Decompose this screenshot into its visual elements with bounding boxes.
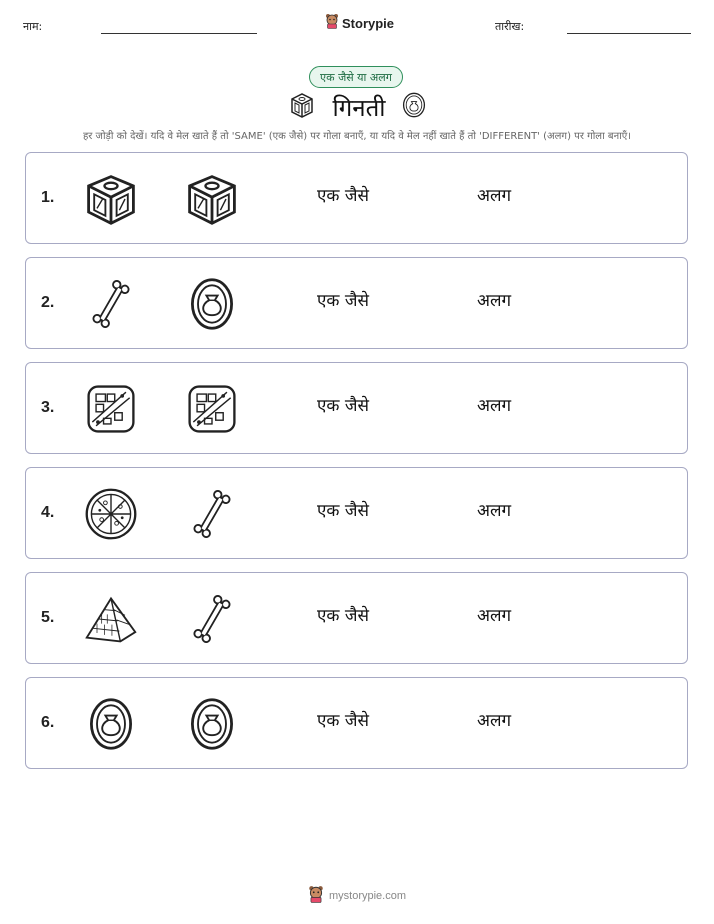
money-bag-icon (82, 696, 140, 752)
different-option[interactable]: अलग (477, 186, 512, 206)
storypie-logo-icon (325, 13, 339, 33)
different-option[interactable]: अलग (477, 606, 512, 626)
row-number: 2. (41, 294, 55, 311)
brand (325, 13, 394, 33)
block-icon (82, 171, 140, 227)
row-number: 6. (41, 714, 55, 731)
same-option[interactable]: एक जैसे (317, 396, 369, 416)
title-row (0, 90, 714, 124)
money-bag-icon (183, 696, 241, 752)
bone-icon (183, 591, 241, 647)
exercise-row (25, 257, 688, 349)
date-label: तारीख: (495, 20, 525, 33)
different-option[interactable]: अलग (477, 291, 512, 311)
exercise-row (25, 677, 688, 769)
exercise-row (25, 152, 688, 244)
different-option[interactable]: अलग (477, 501, 512, 521)
same-option[interactable]: एक जैसे (317, 711, 369, 731)
map-tile-icon (183, 381, 241, 437)
row-number: 5. (41, 609, 55, 626)
pizza-icon (82, 486, 140, 542)
money-bag-icon (183, 276, 241, 332)
exercise-row (25, 467, 688, 559)
row-number: 1. (41, 189, 55, 206)
page-title: गिनती (332, 93, 386, 122)
instructions: हर जोड़ी को देखें। यदि वे मेल खाते हैं तो 'SAME' (एक जैसे) पर गोला बनाएँ, या यदि वे मेल नहीं खाते हैं तो 'DIFFERENT' (अलग) पर गोला बनाएँ। (82, 131, 632, 142)
bone-icon (183, 486, 241, 542)
name-line[interactable] (101, 33, 257, 34)
storypie-logo-icon (308, 885, 324, 907)
footer-url[interactable]: mystorypie.com (328, 890, 407, 902)
date-line[interactable] (567, 33, 691, 34)
brand-name: Storypie (342, 15, 395, 31)
footer (0, 885, 714, 907)
block-icon (183, 171, 241, 227)
worksheet-tag: एक जैसे या अलग (309, 66, 403, 88)
exercise-row (25, 362, 688, 454)
different-option[interactable]: अलग (477, 396, 512, 416)
same-option[interactable]: एक जैसे (317, 291, 369, 311)
bone-icon (82, 276, 140, 332)
map-tile-icon (82, 381, 140, 437)
same-option[interactable]: एक जैसे (317, 186, 369, 206)
block-icon (287, 90, 317, 124)
different-option[interactable]: अलग (477, 711, 512, 731)
pyramid-icon (82, 591, 140, 647)
exercise-row (25, 572, 688, 664)
row-number: 4. (41, 504, 55, 521)
name-label: नाम: (23, 20, 43, 33)
same-option[interactable]: एक जैसे (317, 606, 369, 626)
money-bag-icon (401, 91, 427, 123)
same-option[interactable]: एक जैसे (317, 501, 369, 521)
row-number: 3. (41, 399, 55, 416)
